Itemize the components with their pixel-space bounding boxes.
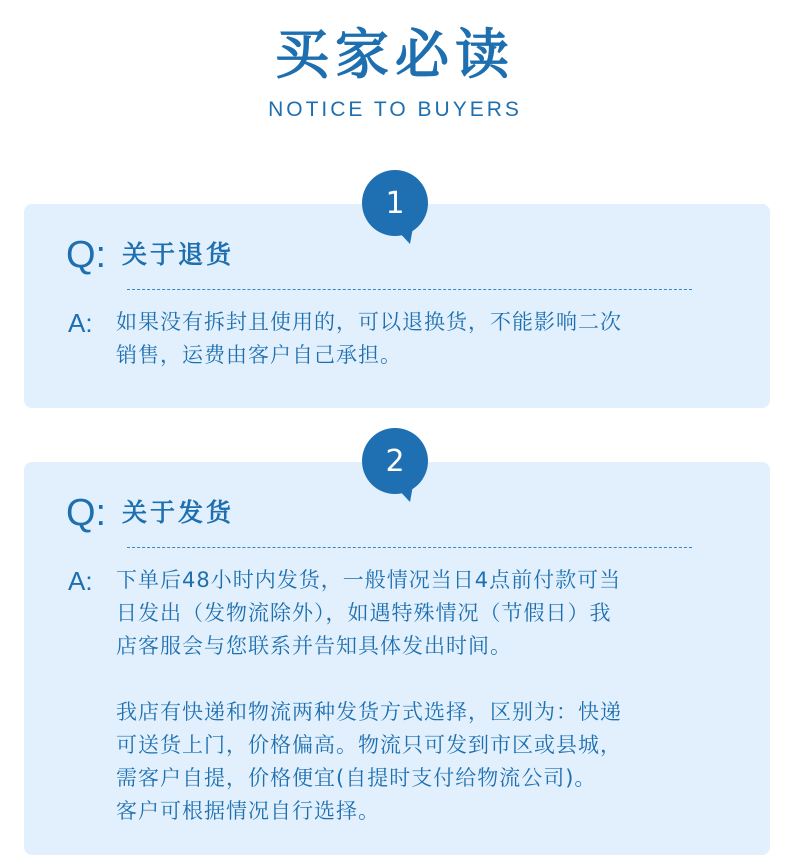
question-text: 关于发货 <box>122 498 235 527</box>
answer-line: 客户可根据情况自行选择。 <box>116 799 380 823</box>
q-mark: Q: <box>66 234 107 276</box>
answer-line: 销售，运费由客户自己承担。 <box>116 343 402 367</box>
a-mark: A: <box>68 308 93 338</box>
badge-number: 1 <box>385 186 405 221</box>
answer-line: 日发出（发物流除外），如遇特殊情况（节假日）我 <box>116 601 612 625</box>
number-badge-2 <box>362 428 430 502</box>
answer-text-returns <box>116 306 756 372</box>
a-mark: A: <box>68 566 93 596</box>
answer-line: 店客服会与您联系并告知具体发出时间。 <box>116 634 512 658</box>
question-text: 关于退货 <box>122 240 235 269</box>
dashed-divider <box>127 289 692 290</box>
answer-line: 需客户自提，价格便宜(自提时支付给物流公司)。 <box>116 766 597 790</box>
number-badge-1 <box>362 170 430 244</box>
answer-line: 可送货上门，价格偏高。物流只可发到市区或县城， <box>116 733 622 757</box>
answer-line: 下单后48小时内发货，一般情况当日4点前付款可当 <box>116 568 622 592</box>
page-title: 买家必读 <box>275 23 515 86</box>
answer-text-shipping <box>116 564 756 828</box>
dashed-divider <box>127 547 692 548</box>
q-mark: Q: <box>66 492 107 534</box>
badge-number: 2 <box>385 444 405 479</box>
answer-line: 我店有快递和物流两种发货方式选择，区别为：快递 <box>116 700 622 724</box>
page-subtitle: NOTICE TO BUYERS <box>268 98 522 121</box>
answer-line: 如果没有拆封且使用的，可以退换货，不能影响二次 <box>116 310 622 334</box>
